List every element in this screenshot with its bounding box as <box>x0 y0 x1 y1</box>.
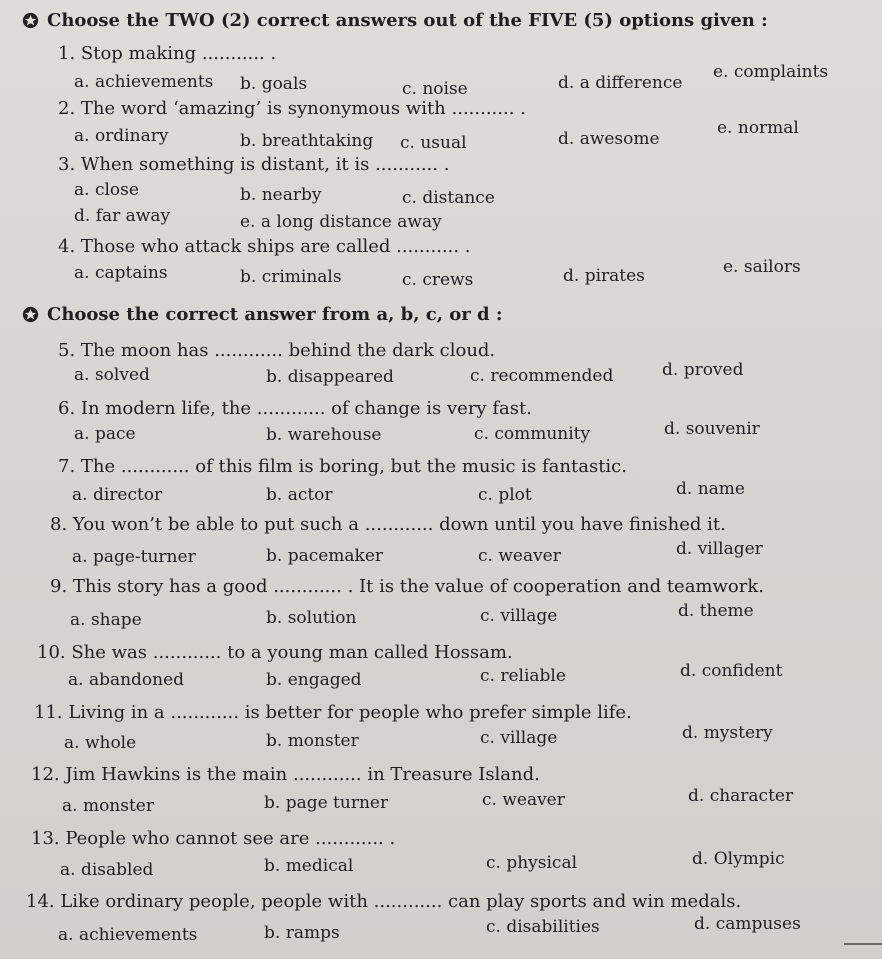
question-14: 14. Like ordinary people, people with ............ can play sports and win medals. <box>26 891 742 912</box>
q3-option-a: a. close <box>74 180 139 200</box>
question-1: 1. Stop making ........... . <box>58 43 277 64</box>
q2-option-d: d. awesome <box>558 129 660 149</box>
question-11: 11. Living in a ............ is better for people who prefer simple life. <box>34 702 632 723</box>
q14-option-c: c. disabilities <box>486 917 600 937</box>
section1-heading <box>22 10 768 31</box>
q8-option-b: b. pacemaker <box>266 546 384 566</box>
q4-option-b: b. criminals <box>240 267 342 287</box>
q9-option-a: a. shape <box>70 610 142 630</box>
q10-option-a: a. abandoned <box>68 670 185 690</box>
q2-option-b: b. breathtaking <box>240 131 374 151</box>
question-3: 3. When something is distant, it is ........... . <box>58 154 450 175</box>
question-6: 6. In modern life, the ............ of change is very fast. <box>58 398 532 419</box>
question-7: 7. The ............ of this film is boring, but the music is fantastic. <box>58 456 627 477</box>
q7-option-b: b. actor <box>266 485 333 505</box>
q5-option-b: b. disappeared <box>266 367 394 387</box>
question-2: 2. The word ‘amazing’ is synonymous with ........... . <box>58 98 526 119</box>
q13-option-a: a. disabled <box>60 860 154 880</box>
q5-option-d: d. proved <box>662 360 744 380</box>
q14-option-a: a. achievements <box>58 925 198 945</box>
q6-option-d: d. souvenir <box>664 419 760 439</box>
question-5: 5. The moon has ............ behind the dark cloud. <box>58 340 496 361</box>
q4-option-a: a. captains <box>74 263 168 283</box>
question-12: 12. Jim Hawkins is the main ............ in Treasure Island. <box>31 764 540 785</box>
q1-option-c: c. noise <box>402 79 468 99</box>
star-bullet-icon <box>22 12 39 29</box>
q2-option-c: c. usual <box>400 133 467 153</box>
section2-heading-text: Choose the correct answer from a, b, c, or d : <box>47 304 503 325</box>
q7-option-a: a. director <box>72 485 163 505</box>
q3-option-c: c. distance <box>402 188 495 208</box>
q10-option-c: c. reliable <box>480 666 566 686</box>
q6-option-a: a. pace <box>74 424 136 444</box>
q7-option-d: d. name <box>676 479 745 499</box>
q5-option-a: a. solved <box>74 365 150 385</box>
q1-option-b: b. goals <box>240 74 308 94</box>
question-8: 8. You won’t be able to put such a ............ down until you have finished it. <box>50 514 726 535</box>
q12-option-a: a. monster <box>62 796 154 816</box>
q6-option-c: c. community <box>474 424 591 444</box>
section2-heading <box>22 304 503 325</box>
q11-option-a: a. whole <box>64 733 137 753</box>
question-10: 10. She was ............ to a young man called Hossam. <box>37 642 513 663</box>
q1-option-e: e. complaints <box>713 62 829 82</box>
q13-option-c: c. physical <box>486 853 578 873</box>
q13-option-d: d. Olympic <box>692 849 785 869</box>
q11-option-b: b. monster <box>266 731 359 751</box>
corner-line-mark <box>844 943 882 945</box>
q11-option-c: c. village <box>480 728 558 748</box>
section1-heading-text: Choose the TWO (2) correct answers out of the FIVE (5) options given : <box>47 10 768 31</box>
q3-option-e: e. a long distance away <box>240 212 442 232</box>
question-4: 4. Those who attack ships are called ........... . <box>58 236 471 257</box>
q10-option-d: d. confident <box>680 661 783 681</box>
q3-option-b: b. nearby <box>240 185 322 205</box>
q4-option-d: d. pirates <box>563 266 645 286</box>
q14-option-d: d. campuses <box>694 914 801 934</box>
q14-option-b: b. ramps <box>264 923 340 943</box>
q6-option-b: b. warehouse <box>266 425 382 445</box>
question-13: 13. People who cannot see are ............ . <box>31 828 396 849</box>
q9-option-c: c. village <box>480 606 558 626</box>
q4-option-c: c. crews <box>402 270 474 290</box>
question-9: 9. This story has a good ............ . It is the value of cooperation and teamwork. <box>50 576 764 597</box>
q8-option-d: d. villager <box>676 539 763 559</box>
q8-option-a: a. page-turner <box>72 547 196 567</box>
q12-option-b: b. page turner <box>264 793 389 813</box>
q8-option-c: c. weaver <box>478 546 561 566</box>
q9-option-b: b. solution <box>266 608 357 628</box>
q11-option-d: d. mystery <box>682 723 773 743</box>
q7-option-c: c. plot <box>478 485 532 505</box>
q1-option-a: a. achievements <box>74 72 214 92</box>
q4-option-e: e. sailors <box>723 257 801 277</box>
q12-option-d: d. character <box>688 786 794 806</box>
q2-option-e: e. normal <box>717 118 799 138</box>
q2-option-a: a. ordinary <box>74 126 169 146</box>
q9-option-d: d. theme <box>678 601 754 621</box>
q13-option-b: b. medical <box>264 856 354 876</box>
q10-option-b: b. engaged <box>266 670 362 690</box>
q5-option-c: c. recommended <box>470 366 614 386</box>
q3-option-d: d. far away <box>74 206 171 226</box>
q1-option-d: d. a difference <box>558 73 683 93</box>
star-bullet-icon <box>22 306 39 323</box>
q12-option-c: c. weaver <box>482 790 565 810</box>
